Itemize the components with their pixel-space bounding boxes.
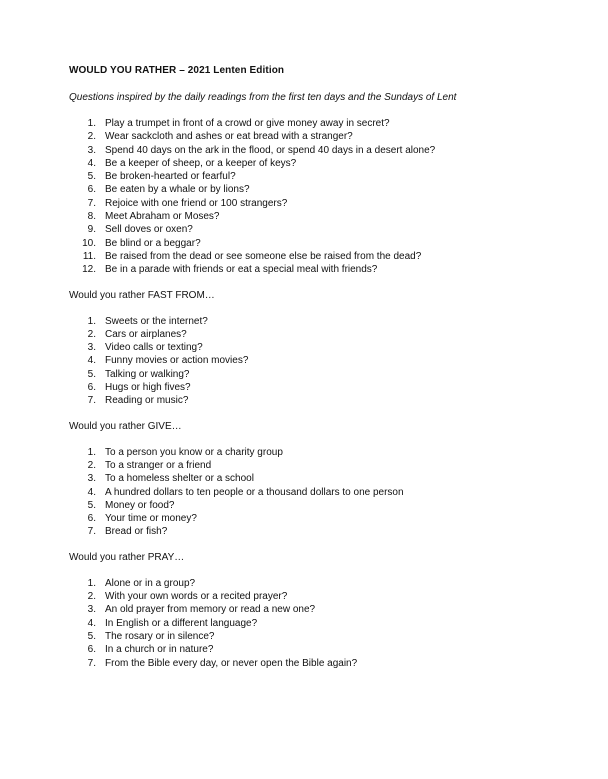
item-number: 1. [87,446,96,458]
item-text: To a homeless shelter or a school [105,473,254,485]
list-item [69,237,608,250]
give-list [69,446,608,539]
item-number: 12. [82,264,96,276]
list-item [69,210,608,223]
list-item [69,394,608,407]
list-item [69,577,608,590]
item-text: Be eaten by a whale or by lions? [105,184,250,196]
item-number: 8. [87,211,96,223]
list-item [69,197,608,210]
item-number: 4. [87,617,96,629]
item-text: Alone or in a group? [105,577,196,589]
item-text: To a person you know or a charity group [105,446,283,458]
item-text: The rosary or in silence? [105,630,215,642]
item-number: 3. [87,342,96,354]
list-item [69,130,608,143]
item-text: Be blind or a beggar? [105,237,201,249]
item-number: 5. [87,499,96,511]
list-item [69,157,608,170]
list-item [69,117,608,130]
item-text: Your time or money? [105,513,197,525]
list-item [69,617,608,630]
list-item [69,512,608,525]
item-number: 11. [82,250,96,262]
item-number: 5. [87,630,96,642]
fast-from-heading: Would you rather FAST FROM… [69,289,215,301]
item-text: Talking or walking? [105,368,190,380]
item-number: 1. [87,315,96,327]
list-item [69,472,608,485]
item-text: Funny movies or action movies? [105,355,249,367]
item-number: 9. [87,224,96,236]
item-text: Spend 40 days on the ark in the flood, or spend 40 days in a desert alone? [105,144,436,156]
list-item [69,381,608,394]
item-number: 2. [87,591,96,603]
list-item [69,499,608,512]
fast-from-list [69,315,608,408]
list-item [69,170,608,183]
item-number: 2. [87,328,96,340]
item-text: To a stranger or a friend [105,459,212,471]
list-item [69,590,608,603]
item-text: Reading or music? [105,395,189,407]
item-number: 7. [87,197,96,209]
item-number: 5. [87,171,96,183]
item-number: 2. [87,459,96,471]
lent-readings-question-list [69,117,608,277]
item-text: In a church or in nature? [105,644,214,656]
item-text: Be in a parade with friends or eat a special meal with friends? [105,264,378,276]
item-number: 6. [87,382,96,394]
item-text: Play a trumpet in front of a crowd or give money away in secret? [105,118,390,129]
item-text: Rejoice with one friend or 100 strangers? [105,197,288,209]
list-item [69,643,608,656]
document-title: WOULD YOU RATHER – 2021 Lenten Edition [69,65,285,76]
item-number: 3. [87,144,96,156]
list-item [69,341,608,354]
item-number: 2. [87,131,96,143]
item-number: 4. [87,355,96,367]
list-item [69,223,608,236]
item-number: 7. [87,395,96,407]
item-text: Money or food? [105,499,175,511]
item-number: 7. [87,657,96,669]
item-number: 7. [87,526,96,538]
item-number: 3. [87,604,96,616]
item-text: Be a keeper of sheep, or a keeper of keys? [105,157,297,169]
item-text: Meet Abraham or Moses? [105,211,220,223]
item-number: 3. [87,473,96,485]
list-item [69,446,608,459]
item-text: Wear sackcloth and ashes or eat bread with a stranger? [105,131,353,143]
list-item [69,368,608,381]
item-number: 5. [87,368,96,380]
item-number: 6. [87,184,96,196]
item-number: 4. [87,157,96,169]
item-number: 1. [87,577,96,589]
item-number: 10. [82,237,96,249]
pray-list [69,577,608,670]
item-number: 4. [87,486,96,498]
item-number: 6. [87,513,96,525]
list-item [69,657,608,670]
list-item [69,183,608,196]
list-item [69,144,608,157]
list-item [69,328,608,341]
item-number: 6. [87,644,96,656]
list-item [69,315,608,328]
item-text: Be broken-hearted or fearful? [105,171,236,183]
list-item [69,525,608,538]
item-text: An old prayer from memory or read a new one? [105,604,316,616]
item-text: Bread or fish? [105,526,168,538]
item-text: In English or a different language? [105,617,258,629]
list-item [69,354,608,367]
item-text: Cars or airplanes? [105,328,187,340]
give-heading: Would you rather GIVE… [69,420,182,432]
item-text: Sweets or the internet? [105,315,208,327]
item-text: Hugs or high fives? [105,382,191,394]
document-subtitle: Questions inspired by the daily readings from the first ten days and the Sundays of Lent [69,92,457,103]
list-item [69,263,608,276]
item-number: 1. [87,118,96,129]
item-text: From the Bible every day, or never open the Bible again? [105,657,358,669]
item-text: Video calls or texting? [105,342,203,354]
pray-heading: Would you rather PRAY… [69,551,185,563]
item-text: With your own words or a recited prayer? [105,591,288,603]
list-item [69,459,608,472]
item-text: Sell doves or oxen? [105,224,193,236]
list-item [69,250,608,263]
list-item [69,486,608,499]
item-text: A hundred dollars to ten people or a thousand dollars to one person [105,486,404,498]
list-item [69,603,608,616]
list-item [69,630,608,643]
item-text: Be raised from the dead or see someone else be raised from the dead? [105,250,422,262]
